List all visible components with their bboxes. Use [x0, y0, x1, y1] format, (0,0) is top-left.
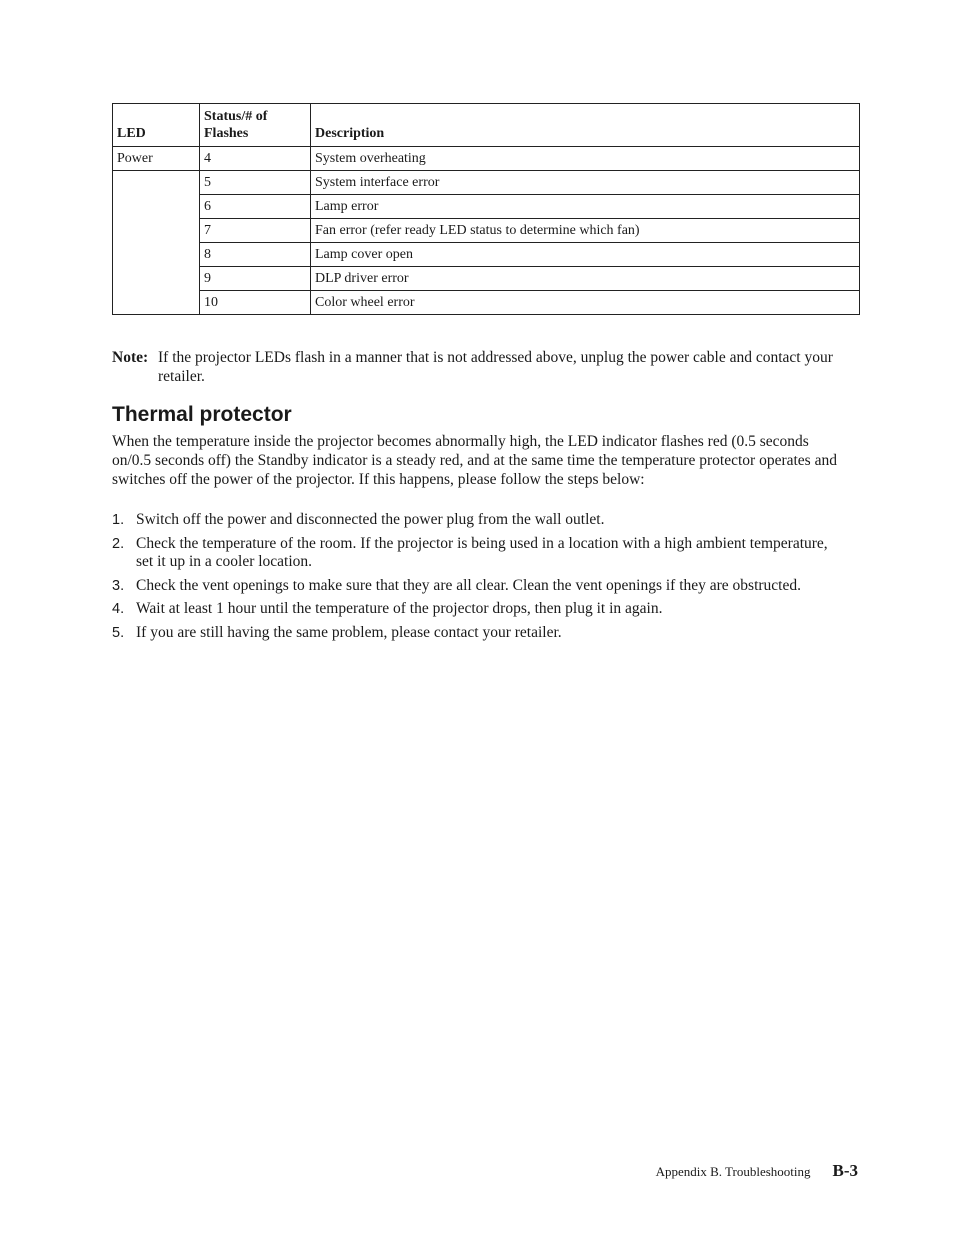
- step-number: 1.: [112, 512, 125, 528]
- table-header-row: [113, 104, 860, 147]
- step-text: Check the vent openings to make sure that they are all clear. Clean the vent openings if they are obstructed.: [136, 576, 801, 594]
- cell-description: Lamp cover open: [311, 243, 860, 267]
- header-status-line2: Flashes: [204, 126, 249, 141]
- cell-status: 4: [200, 147, 311, 171]
- page-footer: [656, 1161, 858, 1181]
- list-item: [112, 624, 842, 643]
- cell-led: Power: [113, 147, 200, 171]
- header-led: LED: [113, 104, 200, 147]
- list-item: [112, 600, 842, 619]
- cell-status: 9: [200, 267, 311, 291]
- step-text: Wait at least 1 hour until the temperature of the projector drops, then plug it in again.: [136, 600, 663, 617]
- cell-description: Lamp error: [311, 195, 860, 219]
- steps-list: [112, 511, 842, 647]
- header-status-line1: Status/# of: [204, 109, 268, 124]
- header-status: [200, 104, 311, 147]
- table-row: [113, 147, 860, 171]
- cell-status: 8: [200, 243, 311, 267]
- table-row: [113, 219, 860, 243]
- step-text: If you are still having the same problem, please contact your retailer.: [136, 623, 562, 641]
- note-text: If the projector LEDs flash in a manner that is not addressed above, unplug the power cable and contact your retailer.: [158, 349, 833, 385]
- step-number: 4.: [112, 601, 125, 617]
- cell-description: Fan error (refer ready LED status to determine which fan): [311, 219, 860, 243]
- cell-status: 6: [200, 195, 311, 219]
- step-text: Check the temperature of the room. If the projector is being used in a location with a high ambient temperature, set it up in a cooler location.: [136, 534, 828, 570]
- cell-description: System interface error: [311, 171, 860, 195]
- cell-status: 7: [200, 219, 311, 243]
- step-text: Switch off the power and disconnected the power plug from the wall outlet.: [136, 511, 605, 528]
- note-label: Note:: [112, 349, 149, 366]
- step-number: 2.: [112, 535, 125, 552]
- table-row: [113, 243, 860, 267]
- list-item: [112, 535, 842, 572]
- footer-section-label: Appendix B. Troubleshooting: [655, 1164, 811, 1179]
- list-item: [112, 577, 842, 596]
- table-row: [113, 291, 860, 315]
- page-number: B-3: [832, 1161, 858, 1180]
- cell-led-merged: [113, 171, 200, 315]
- note-block: [112, 348, 852, 386]
- cell-status: 10: [200, 291, 311, 315]
- step-number: 5.: [112, 624, 125, 641]
- cell-description: DLP driver error: [311, 267, 860, 291]
- section-title: Thermal protector: [112, 403, 292, 426]
- cell-description: Color wheel error: [311, 291, 860, 315]
- table-row: [113, 195, 860, 219]
- table-row: [113, 171, 860, 195]
- cell-status: 5: [200, 171, 311, 195]
- step-number: 3.: [112, 577, 125, 594]
- led-status-table: [112, 103, 860, 315]
- table-row: [113, 267, 860, 291]
- section-paragraph: When the temperature inside the projector becomes abnormally high, the LED indicator flashes red (0.5 seconds on/0.5 seconds off) the Standby indicator is a steady red, and at the same time the temperature protector operates and switches off the power of the projector. If this happens, please follow the steps below:: [112, 433, 837, 488]
- cell-description: System overheating: [311, 147, 860, 171]
- list-item: [112, 511, 842, 530]
- header-description: Description: [311, 104, 860, 147]
